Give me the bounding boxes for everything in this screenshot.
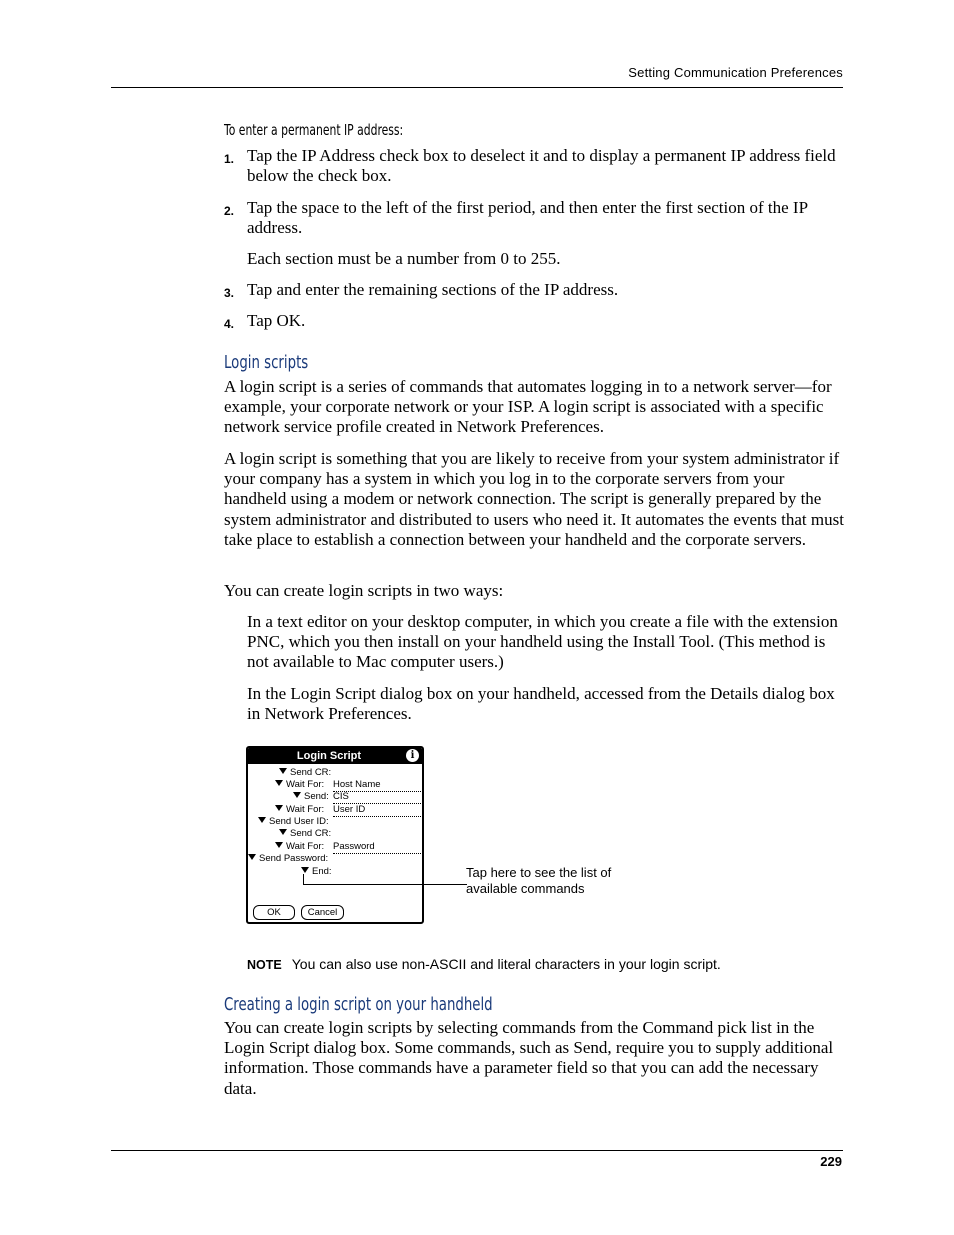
command-row[interactable]: [275, 841, 324, 853]
callout-text: [466, 865, 666, 897]
callout-leader-line: [303, 884, 467, 885]
step-2-note: Each section must be a number from 0 to 255.: [247, 249, 561, 268]
section-heading-text: Creating a login script on your handheld: [224, 994, 493, 1015]
step-4: [224, 311, 844, 331]
command-param-field[interactable]: User ID: [333, 804, 423, 817]
step-text: Tap the IP Address check box to deselect it and to display a permanent IP address field below the check box.: [247, 146, 836, 185]
step-text: Tap the space to the left of the first period, and then enter the first section of the IP address.: [247, 198, 808, 237]
command-label: Wait For:: [286, 779, 325, 790]
dropdown-arrow-icon[interactable]: [248, 854, 256, 860]
command-row[interactable]: [279, 767, 331, 779]
page-number: 229: [820, 1154, 842, 1169]
note-label: NOTE: [247, 958, 282, 972]
step-3: [224, 280, 844, 300]
ok-button[interactable]: OK: [253, 905, 295, 920]
step-1: [224, 146, 844, 186]
dropdown-arrow-icon[interactable]: [275, 842, 283, 848]
login-scripts-paragraph-3: You can create login scripts in two ways:: [224, 581, 504, 600]
dropdown-arrow-icon[interactable]: [293, 792, 301, 798]
command-label: Send CR:: [290, 767, 332, 778]
step-number: 3.: [224, 286, 235, 300]
step-number: 1.: [224, 152, 235, 166]
header-rule: [111, 87, 843, 88]
step-2: [224, 198, 844, 238]
command-label: Wait For:: [286, 841, 325, 852]
info-icon[interactable]: i: [406, 749, 419, 762]
login-scripts-paragraph-2: A login script is something that you are likely to receive from your system administrator if your company has a system in which you log in to the corporate servers from your handheld using a modem or network connection. The script is generally prepared by the system administrator and distributed to users who need it. It automates the events that must take place to establish a connection between your handheld and the corporate servers.: [224, 449, 844, 549]
command-label: Send User ID:: [269, 816, 329, 827]
command-row[interactable]: [275, 804, 324, 816]
command-label: Send Password:: [259, 853, 329, 864]
command-param-field[interactable]: Password: [333, 841, 423, 854]
footer-rule: [111, 1150, 843, 1151]
procedure-heading-text: To enter a permanent IP address:: [224, 121, 404, 139]
dialog-title: Login Script: [296, 750, 362, 762]
note-text: You can also use non-ASCII and literal characters in your login script.: [291, 956, 721, 972]
step-text: Tap OK.: [247, 311, 306, 330]
command-label: Wait For:: [286, 804, 325, 815]
command-row[interactable]: [258, 816, 329, 828]
dropdown-arrow-icon[interactable]: [275, 780, 283, 786]
way-item-1: In a text editor on your desktop computer, in which you create a file with the extension PNC, which you then install on your handheld using the Install Tool. (This method is not available to Mac computer users.): [247, 612, 838, 672]
command-label: Send:: [304, 791, 329, 802]
callout-line-1: Tap here to see the list of: [466, 865, 612, 880]
dropdown-arrow-icon[interactable]: [279, 768, 287, 774]
running-header: Setting Communication Preferences: [628, 65, 843, 80]
step-number: 2.: [224, 204, 235, 218]
command-param-field[interactable]: Host Name: [333, 779, 423, 792]
login-scripts-paragraph-1: A login script is a series of commands that automates logging in to a network server—for example, your corporate network or your ISP. A login script is associated with a specific network service profile created in Network Preferences.: [224, 377, 832, 437]
callout-line-2: available commands: [466, 881, 585, 896]
way-item-2: In the Login Script dialog box on your handheld, accessed from the Details dialog box in Network Preferences.: [247, 684, 835, 724]
command-label: Send CR:: [290, 828, 332, 839]
command-label: End:: [312, 866, 332, 877]
dropdown-arrow-icon[interactable]: [301, 867, 309, 873]
creating-paragraph: You can create login scripts by selecting commands from the Command pick list in the Login Script dialog box. Some commands, such as Send, require you to supply additional information. Those commands have a parameter field so that you can add the necessary data.: [224, 1018, 834, 1098]
section-heading-creating: [224, 994, 587, 1015]
command-row[interactable]: [275, 779, 324, 791]
login-script-dialog: [246, 746, 424, 924]
dropdown-arrow-icon[interactable]: [279, 829, 287, 835]
procedure-heading: [224, 121, 473, 140]
step-text: Tap and enter the remaining sections of the IP address.: [247, 280, 619, 299]
section-heading-text: Login scripts: [224, 352, 309, 373]
command-row[interactable]: [293, 791, 329, 803]
section-heading-login-scripts: [224, 352, 338, 373]
command-param-field[interactable]: CIS: [333, 791, 423, 804]
command-row[interactable]: [279, 828, 331, 840]
command-row[interactable]: [301, 866, 332, 878]
dialog-title-bar: [248, 748, 422, 764]
dropdown-arrow-icon[interactable]: [275, 805, 283, 811]
cancel-button[interactable]: Cancel: [301, 905, 344, 920]
command-row[interactable]: [248, 853, 328, 865]
note: [247, 955, 847, 974]
step-number: 4.: [224, 317, 235, 331]
dropdown-arrow-icon[interactable]: [258, 817, 266, 823]
